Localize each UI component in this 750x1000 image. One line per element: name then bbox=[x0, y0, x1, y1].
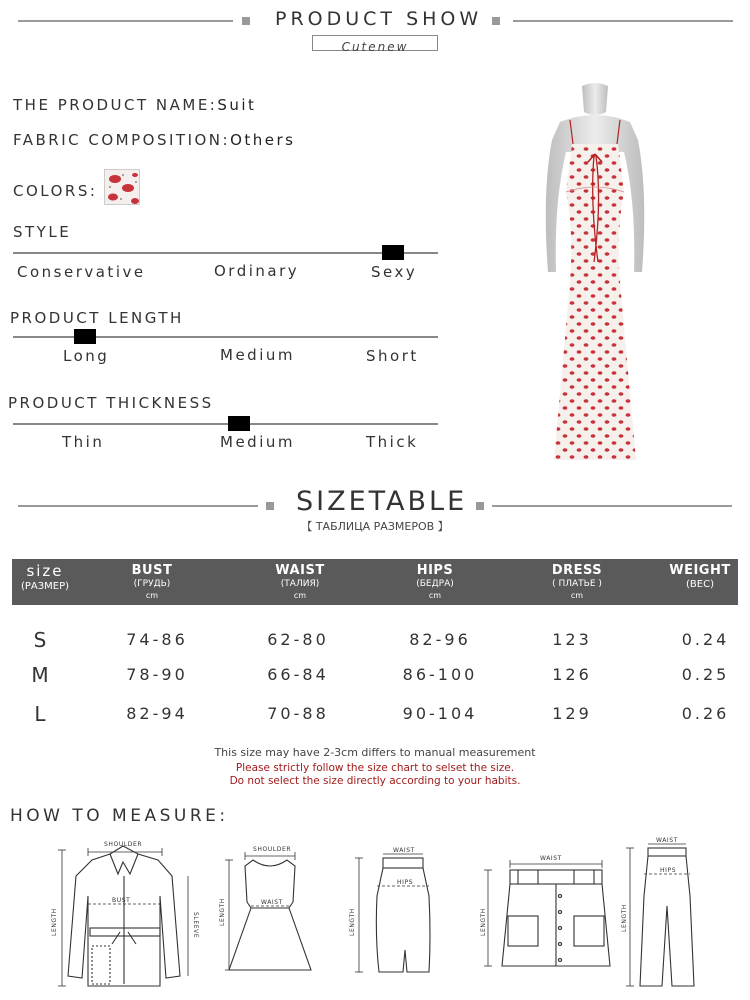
header-dot-left bbox=[242, 17, 250, 25]
short-skirt-outline-icon bbox=[478, 850, 628, 978]
style-scale-line bbox=[13, 252, 438, 254]
label-waist: WAIST bbox=[656, 837, 678, 844]
length-option-short: Short bbox=[366, 347, 419, 365]
cell-hips: 90-104 bbox=[402, 704, 478, 723]
sizetable-dot-left bbox=[266, 502, 274, 510]
label-length: LENGTH bbox=[219, 898, 226, 926]
cell-dress: 126 bbox=[552, 665, 592, 684]
measure-figure-skirt bbox=[345, 846, 445, 986]
measure-figure-dress bbox=[215, 842, 325, 982]
col-header-hips: HIPS (БЕДРА) cm bbox=[416, 563, 454, 600]
label-length: LENGTH bbox=[349, 908, 356, 936]
style-option-sexy: Sexy bbox=[371, 263, 418, 281]
thickness-option-thick: Thick bbox=[366, 433, 419, 451]
fabric-label: FABRIC COMPOSITION: bbox=[13, 131, 231, 149]
cell-dress: 129 bbox=[552, 704, 592, 723]
cell-waist: 62-80 bbox=[267, 630, 329, 649]
header-dot-right bbox=[492, 17, 500, 25]
fabric-value: Others bbox=[230, 131, 296, 149]
cell-size: L bbox=[34, 702, 46, 726]
label-waist: WAIST bbox=[261, 899, 283, 906]
cell-dress: 123 bbox=[552, 630, 592, 649]
cell-hips: 86-100 bbox=[402, 665, 478, 684]
thickness-option-thin: Thin bbox=[62, 433, 105, 451]
cell-weight: 0.25 bbox=[681, 665, 730, 684]
length-label: PRODUCT LENGTH bbox=[10, 309, 184, 327]
size-note: This size may have 2-3cm differs to manual measurement bbox=[214, 746, 536, 759]
sizetable-title: SIZETABLE bbox=[296, 486, 468, 517]
product-name-value: Suit bbox=[217, 96, 257, 114]
dress-outline-icon bbox=[215, 842, 325, 982]
measure-figure-pants bbox=[622, 836, 712, 992]
cell-waist: 70-88 bbox=[267, 704, 329, 723]
skirt-outline-icon bbox=[345, 846, 445, 986]
sizetable-rule-right bbox=[492, 505, 732, 507]
style-option-ordinary: Ordinary bbox=[214, 262, 300, 280]
col-header-weight: WEIGHT (ВЕС) bbox=[669, 563, 731, 590]
product-photo bbox=[520, 82, 670, 472]
brand-box bbox=[312, 35, 438, 54]
measure-figure-jacket bbox=[48, 836, 198, 991]
size-warning-1: Please strictly follow the size chart to selset the size. bbox=[235, 762, 515, 774]
col-header-dress: DRESS ( ПЛАТЬЕ ) cm bbox=[551, 563, 603, 600]
cell-size: S bbox=[33, 628, 47, 652]
label-bust: BUST bbox=[112, 897, 131, 904]
label-sleeve: SLEEVE bbox=[192, 912, 199, 939]
label-shoulder: SHOULDER bbox=[253, 846, 292, 853]
col-header-waist: WAIST (ТАЛИЯ) cm bbox=[275, 563, 325, 600]
thickness-marker bbox=[228, 416, 250, 431]
cell-waist: 66-84 bbox=[267, 665, 329, 684]
label-hips: HIPS bbox=[397, 879, 414, 886]
label-length: LENGTH bbox=[51, 908, 58, 936]
cell-weight: 0.26 bbox=[681, 704, 730, 723]
sizetable-subtitle: 【 ТАБЛИЦА РАЗМЕРОВ 】 bbox=[301, 520, 449, 533]
label-hips: HIPS bbox=[660, 867, 677, 874]
col-header-size: size (РАЗМЕР) bbox=[20, 562, 70, 592]
style-label: STYLE bbox=[13, 223, 72, 241]
label-shoulder: SHOULDER bbox=[104, 841, 143, 848]
thickness-option-medium: Medium bbox=[220, 433, 295, 451]
fabric-row bbox=[13, 131, 295, 149]
sizetable-rule-left bbox=[18, 505, 258, 507]
product-name-label: THE PRODUCT NAME: bbox=[13, 96, 218, 114]
cell-bust: 82-94 bbox=[126, 704, 188, 723]
cell-bust: 78-90 bbox=[126, 665, 188, 684]
label-length: LENGTH bbox=[621, 904, 628, 932]
cell-size: M bbox=[31, 663, 49, 687]
product-name-row bbox=[13, 96, 256, 114]
length-marker bbox=[74, 329, 96, 344]
dress-mannequin-illustration bbox=[520, 82, 670, 472]
page-title: PRODUCT SHOW bbox=[275, 8, 483, 30]
thickness-label: PRODUCT THICKNESS bbox=[8, 394, 214, 412]
length-option-medium: Medium bbox=[220, 346, 295, 364]
colors-label: COLORS: bbox=[13, 182, 98, 200]
label-waist: WAIST bbox=[540, 855, 562, 862]
jacket-outline-icon bbox=[48, 836, 198, 991]
color-swatch[interactable] bbox=[104, 169, 140, 205]
color-swatch-pattern bbox=[105, 170, 141, 206]
style-marker bbox=[382, 245, 404, 260]
cell-weight: 0.24 bbox=[681, 630, 730, 649]
size-warning-2: Do not select the size directly according to your habits. bbox=[229, 775, 521, 787]
length-option-long: Long bbox=[63, 347, 110, 365]
style-option-conservative: Conservative bbox=[17, 263, 146, 281]
cell-bust: 74-86 bbox=[126, 630, 188, 649]
label-length: LENGTH bbox=[480, 908, 487, 936]
header-rule-left bbox=[18, 20, 233, 22]
thickness-scale-line bbox=[13, 423, 438, 425]
label-waist: WAIST bbox=[393, 847, 415, 854]
measure-figure-short-skirt bbox=[478, 850, 628, 978]
how-to-measure-title: HOW TO MEASURE: bbox=[10, 806, 229, 826]
sizetable-dot-right bbox=[476, 502, 484, 510]
pants-outline-icon bbox=[622, 836, 712, 992]
col-header-bust: BUST (ГРУДЬ) cm bbox=[131, 563, 173, 600]
cell-hips: 82-96 bbox=[409, 630, 471, 649]
brand-name: Cutenew bbox=[341, 40, 409, 54]
header-rule-right bbox=[513, 20, 733, 22]
